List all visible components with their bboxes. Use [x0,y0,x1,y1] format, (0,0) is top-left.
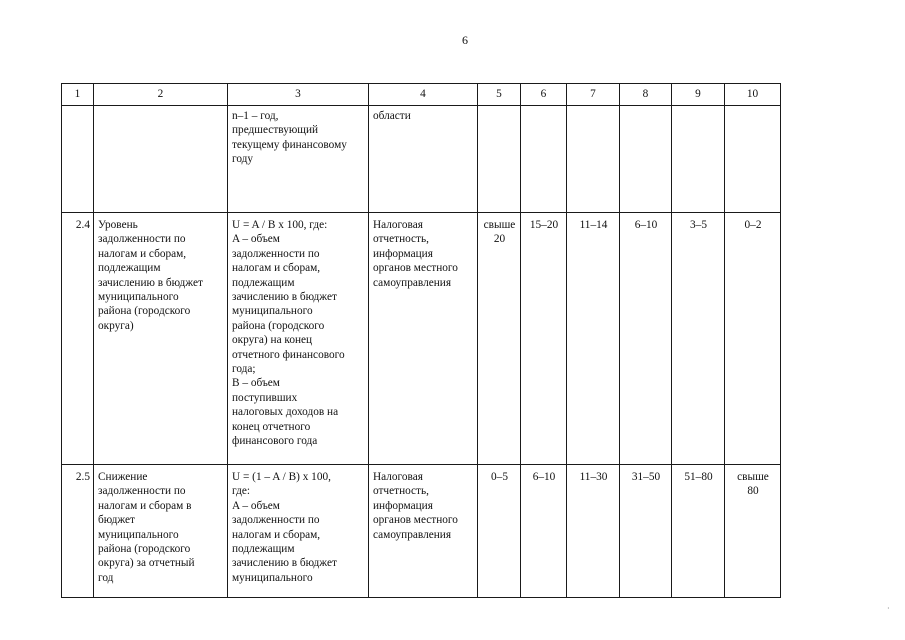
formula-line: U = A / B x 100, где: [232,219,328,231]
indicator-line: подлежащим [98,262,161,275]
header-cell: 4 [369,84,478,106]
score-cell: 31–50 [620,465,672,598]
formula-line: поступивших [232,391,298,404]
score-cell: 0–5 [478,465,521,598]
source-line: Налоговая [373,219,423,231]
indicator-line: год [98,571,114,584]
formula-line: зачислению в бюджет [232,291,337,304]
header-cell: 6 [521,84,567,106]
score-cell [725,465,781,598]
score-cell [521,106,567,213]
source-line: Налоговая [373,471,423,483]
formula-line: налоговых доходов на [232,406,339,419]
formula-line: конец отчетного [232,420,311,433]
source-cell [369,213,478,465]
formula-line: округа) на конец [232,334,313,347]
header-cell: 2 [94,84,228,106]
scan-mark: · [887,604,890,613]
formula-line: году [232,153,254,166]
row-number-cell [62,106,94,213]
header-cell: 7 [567,84,620,106]
formula-line: финансового года [232,435,318,448]
indicator-line: района (городского [98,543,191,556]
source-cell [369,106,478,213]
score-cell: 51–80 [672,465,725,598]
source-cell [369,465,478,598]
score-cell: 3–5 [672,213,725,465]
indicator-line: задолженности по [98,485,186,498]
formula-line: отчетного финансового [232,348,345,361]
formula-line: года; [232,363,256,376]
header-cell: 9 [672,84,725,106]
formula-cell [228,213,369,465]
score-cell [478,213,521,465]
source-line: самоуправления [373,276,452,289]
formula-line: муниципального [232,305,313,318]
score-cell [725,106,781,213]
indicator-name-cell [94,465,228,598]
score-cell: 6–10 [521,465,567,598]
formula-line: подлежащим [232,543,295,556]
formula-line: зачислению в бюджет [232,557,337,570]
header-cell: 8 [620,84,672,106]
formula-line: текущему финансовому [232,138,347,151]
formula-line: A – объем [232,499,280,512]
table-header-row [62,84,781,106]
indicator-line: бюджет [98,514,135,527]
indicator-line: муниципального [98,291,179,304]
source-line: органов местного [373,262,458,275]
score-line: 20 [493,233,506,246]
formula-line: A – объем [232,233,280,246]
source-line: самоуправления [373,528,452,541]
header-cell: 5 [478,84,521,106]
score-cell: 11–14 [567,213,620,465]
formula-line: подлежащим [232,276,295,289]
score-cell: 15–20 [521,213,567,465]
score-line: свыше [483,219,516,231]
formula-cell [228,465,369,598]
formula-line: предшествующий [232,124,319,137]
score-cell: 6–10 [620,213,672,465]
indicator-line: муниципального [98,528,179,541]
indicator-line: Уровень [98,219,138,231]
indicator-name-cell [94,106,228,213]
formula-line: B – объем [232,377,280,390]
score-cell [567,106,620,213]
header-cell: 10 [725,84,781,106]
source-line: отчетность, [373,233,429,246]
source-line: области [373,110,411,122]
source-line: органов местного [373,514,458,527]
score-cell: 0–2 [725,213,781,465]
formula-cell [228,106,369,213]
header-cell: 1 [62,84,94,106]
formula-line: муниципального [232,571,313,584]
score-cell [478,106,521,213]
row-number-cell: 2.4 [62,213,94,465]
table-row [62,213,781,465]
indicator-line: задолженности по [98,233,186,246]
header-cell: 3 [228,84,369,106]
formula-line: задолженности по [232,247,320,260]
indicator-line: зачислению в бюджет [98,276,203,289]
table-row [62,465,781,598]
indicators-table [61,83,781,598]
formula-line: где: [232,485,250,498]
page-number: 6 [462,33,468,47]
indicator-line: налогам и сборам в [98,499,192,512]
source-line: информация [373,247,433,260]
indicator-name-cell [94,213,228,465]
indicator-line: округа) [98,319,134,332]
score-cell [672,106,725,213]
source-line: отчетность, [373,485,429,498]
score-line: свыше [737,471,769,483]
score-line: 80 [747,485,759,498]
formula-line: U = (1 – A / B) x 100, [232,471,331,483]
formula-line: района (городского [232,319,325,332]
score-cell: 11–30 [567,465,620,598]
score-cell [620,106,672,213]
formula-line: налогам и сборам, [232,262,321,275]
indicator-line: округа) за отчетный [98,557,195,570]
row-number-cell: 2.5 [62,465,94,598]
formula-line: n–1 – год, [232,110,279,122]
indicator-line: налогам и сборам, [98,247,187,260]
indicator-line: Снижение [98,471,148,483]
source-line: информация [373,499,433,512]
formula-line: задолженности по [232,514,320,527]
formula-line: налогам и сборам, [232,528,321,541]
table-row [62,106,781,213]
indicator-line: района (городского [98,305,191,318]
